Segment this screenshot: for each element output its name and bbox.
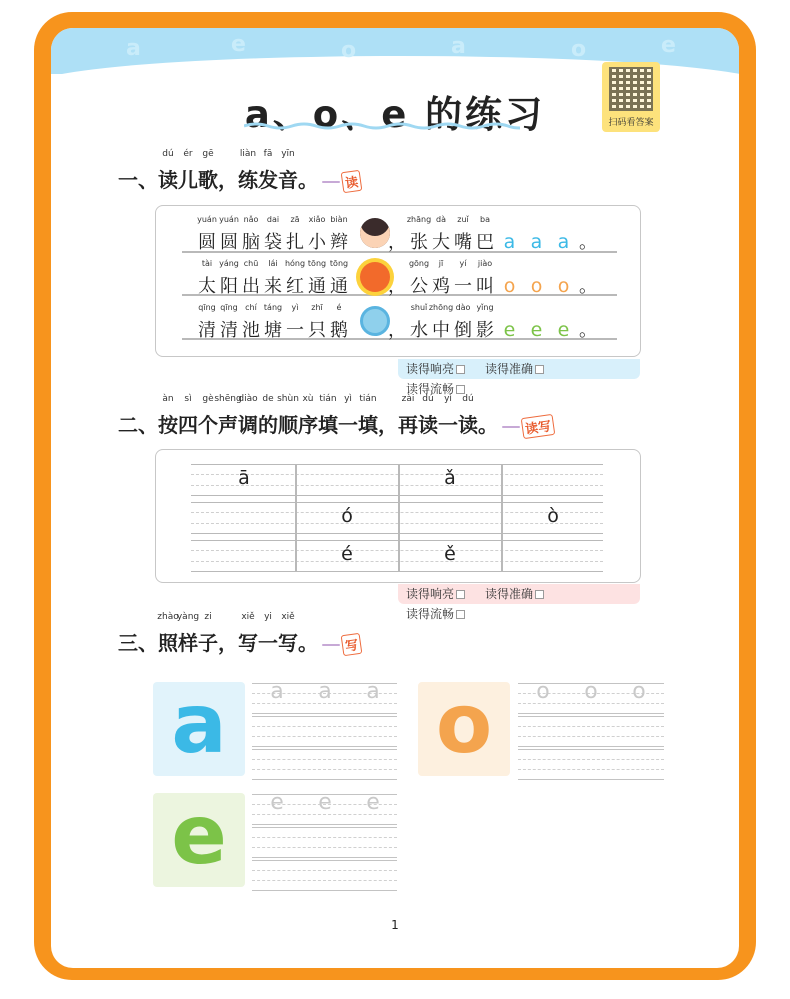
verse-char (196, 303, 218, 342)
writing-line (252, 746, 397, 747)
heading-char (158, 149, 178, 193)
verse-char (240, 215, 262, 254)
rating-label: 读得响亮 (406, 362, 455, 376)
tracing-letter: e (270, 790, 284, 815)
verse-char (430, 259, 452, 298)
heading-char-text: 发 (258, 168, 278, 192)
heading-char (158, 394, 178, 438)
heading-pinyin: yàng (176, 612, 200, 622)
heading-char-text: 样 (178, 631, 198, 655)
heading-char: ， (378, 413, 398, 437)
verse-char (452, 259, 474, 298)
heading-char-text: 写 (238, 631, 258, 655)
verse-char-text: 太 (198, 276, 216, 297)
verse-char-text: 巴 (476, 232, 494, 253)
heading-char-text: 序 (298, 413, 318, 437)
heading-char-text: 儿 (178, 168, 198, 192)
heading-pinyin: dú (422, 394, 434, 404)
section1-heading (118, 149, 361, 193)
verse-pinyin: tōng (307, 259, 327, 268)
heading-pinyin: yì (344, 394, 352, 404)
verse-pinyin: xiǎo (308, 215, 326, 224)
tag-squiggle (502, 426, 520, 428)
verse-line (196, 215, 599, 253)
heading-char-text: 歌 (198, 168, 218, 192)
verse-pinyin: zā (290, 215, 300, 224)
heading-char (198, 149, 218, 193)
heading-pinyin: tián (359, 394, 377, 404)
heading-char-text: 读 (458, 413, 478, 437)
verse-char-text: 倒 (454, 320, 472, 341)
verse-char-text: 清 (198, 320, 216, 341)
verse-char-text: 圆 (220, 232, 238, 253)
heading-char-text: 声 (218, 413, 238, 437)
heading-char: 。 (298, 631, 318, 655)
verse-char-text: 嘴 (454, 232, 472, 253)
verse-char (408, 259, 430, 298)
heading-char (198, 612, 218, 656)
verse-char-text: 塘 (264, 320, 282, 341)
heading-char (178, 394, 198, 438)
heading-char (318, 394, 338, 438)
rating-checkbox[interactable] (535, 590, 544, 599)
heading-pinyin: xiě (281, 612, 295, 622)
rating-label: 读得流畅 (406, 607, 455, 621)
vowel-letter: a (530, 231, 543, 253)
heading-pinyin: liàn (239, 149, 257, 159)
heading-char-text: 按 (158, 413, 178, 437)
writing-line (518, 746, 664, 747)
verse-char (262, 215, 284, 254)
rating-label: 读得准确 (485, 362, 534, 376)
verse-line (196, 303, 599, 341)
heading-pinyin: àn (162, 394, 174, 404)
title-underline-wave (244, 122, 520, 130)
heading-char (178, 149, 198, 193)
verse-char (284, 303, 306, 342)
tone-answer-cell[interactable] (400, 503, 500, 533)
rating-item[interactable] (406, 604, 475, 624)
heading-char (258, 612, 278, 656)
verse-char-text: 袋 (264, 232, 282, 253)
heading-char (198, 394, 218, 438)
verse-pinyin: biàn (330, 215, 348, 224)
heading-char (258, 394, 278, 438)
heading-char (258, 149, 278, 193)
section1-rating-bar (398, 359, 640, 396)
verse-pinyin: tōng (329, 259, 349, 268)
grid-solid-line (191, 495, 603, 496)
section2-rating-bar (398, 584, 640, 621)
girl-icon (360, 218, 390, 248)
writing-practice-area[interactable] (252, 716, 397, 746)
rating-label: 读得准确 (485, 587, 534, 601)
heading-char-text: 四 (178, 413, 198, 437)
verse-char (408, 303, 430, 342)
heading-char (338, 394, 358, 438)
heading-pinyin: zhào (157, 612, 179, 622)
heading-char (238, 394, 258, 438)
tone-answer-cell[interactable] (503, 465, 603, 495)
heading-char-text: 调 (238, 413, 258, 437)
verse-char-text: 张 (410, 232, 428, 253)
rating-checkbox[interactable] (456, 610, 465, 619)
heading-char-text: 顺 (278, 413, 298, 437)
heading-pinyin: sì (184, 394, 192, 404)
verse-comma: ， (388, 232, 406, 253)
grid-solid-line (191, 533, 603, 534)
heading-char-text: 练 (238, 168, 258, 192)
writing-line (252, 824, 397, 825)
grid-solid-line (191, 571, 603, 572)
writing-line (252, 713, 397, 714)
tracing-letter: a (366, 679, 380, 704)
rating-label: 读得响亮 (406, 587, 455, 601)
section-number: 三、 (118, 631, 158, 655)
rating-label: 读得流畅 (406, 382, 455, 396)
heading-char (157, 612, 179, 656)
verse-char-text: 水 (410, 320, 428, 341)
heading-char-text: 读 (158, 168, 178, 192)
verse-pinyin: lái (268, 259, 278, 268)
heading-pinyin: de (262, 394, 274, 404)
heading-pinyin: yì (444, 394, 452, 404)
verse-char (240, 259, 262, 298)
verse-char-text: 池 (242, 320, 260, 341)
verse-char (430, 215, 452, 254)
heading-pinyin: shùn (277, 394, 299, 404)
verse-char (262, 259, 284, 298)
heading-char (176, 612, 200, 656)
verse-pinyin: jī (438, 259, 444, 268)
tracing-letter: a (270, 679, 284, 704)
heading-char (358, 394, 378, 438)
verse-period: 。 (579, 232, 597, 253)
verse-char (262, 303, 284, 342)
verse-pinyin: yáng (219, 259, 239, 268)
rating-item[interactable] (406, 584, 475, 604)
vowel-letter: e (530, 319, 543, 341)
verse-char-text: 阳 (220, 276, 238, 297)
verse-char-text: 一 (454, 276, 472, 297)
heading-pinyin: xù (302, 394, 314, 404)
verse-char (474, 303, 496, 342)
heading-char-text: 音 (278, 168, 298, 192)
heading-char (277, 394, 299, 438)
verse-pinyin: zhāng (406, 215, 432, 224)
band-decoration: o (571, 37, 587, 62)
heading-char (238, 149, 258, 193)
verse-comma: ， (388, 276, 406, 297)
writing-line (252, 857, 397, 858)
verse-pinyin: dai (266, 215, 280, 224)
verse-char (474, 259, 496, 298)
writing-practice-area[interactable] (518, 716, 664, 746)
verse-char-text: 鹅 (330, 320, 348, 341)
rating-item[interactable] (485, 584, 554, 604)
writing-practice-area[interactable] (252, 827, 397, 857)
rating-checkbox[interactable] (456, 385, 465, 394)
tone-mark-letter: ě (444, 543, 456, 565)
verse-period: 。 (579, 276, 597, 297)
verse-char-text: 中 (432, 320, 450, 341)
heading-char (214, 394, 242, 438)
verse-char-text: 小 (308, 232, 326, 253)
verse-pinyin: yuán (197, 215, 217, 224)
verse-char-text: 鸡 (432, 276, 450, 297)
verse-pinyin: yì (291, 303, 299, 312)
verse-pinyin: nǎo (243, 215, 259, 224)
tone-mark-letter: ó (341, 505, 353, 527)
heading-char-text: 写 (278, 631, 298, 655)
verse-pinyin: é (336, 303, 342, 312)
verse-line (196, 259, 599, 297)
heading-char-text: 的 (258, 413, 278, 437)
writing-practice-area[interactable] (252, 860, 397, 890)
verse-pinyin: hóng (284, 259, 306, 268)
heading-char-text: 填 (358, 413, 378, 437)
verse-char (406, 215, 432, 254)
rating-checkbox[interactable] (535, 365, 544, 374)
writing-line (518, 779, 664, 780)
heading-char (278, 612, 298, 656)
goose-icon (360, 306, 390, 336)
verse-char (284, 259, 306, 298)
verse-char-text: 辫 (330, 232, 348, 253)
heading-pinyin: dú (462, 394, 474, 404)
verse-char (306, 259, 328, 298)
heading-pinyin: gē (202, 149, 214, 159)
heading-char: 。 (298, 168, 318, 192)
sun-icon (360, 262, 390, 292)
heading-pinyin: zi (204, 612, 212, 622)
tracing-letter: e (318, 790, 332, 815)
rating-checkbox[interactable] (456, 590, 465, 599)
verse-pinyin: tài (201, 259, 213, 268)
heading-char (298, 394, 318, 438)
verse-char-text: 影 (476, 320, 494, 341)
tracing-letter: o (632, 679, 646, 704)
verse-char (452, 215, 474, 254)
verse-pinyin: jiào (477, 259, 493, 268)
verse-pinyin: gōng (408, 259, 430, 268)
letter-card-e (153, 788, 245, 887)
section2-heading (118, 394, 554, 438)
verse-char (474, 215, 496, 254)
verse-char (196, 215, 218, 254)
heading-char (458, 394, 478, 438)
band-decoration: e (231, 32, 246, 57)
verse-pinyin: táng (263, 303, 283, 312)
vowel-letter: o (530, 275, 543, 297)
verse-pinyin: chí (245, 303, 257, 312)
tone-mark-letter: é (341, 543, 353, 565)
heading-char-text: 填 (318, 413, 338, 437)
verse-pinyin: yǐng (476, 303, 494, 312)
verse-pinyin: qīng (220, 303, 238, 312)
verse-char-text: 圆 (198, 232, 216, 253)
activity-tag: 读 (341, 170, 363, 193)
verse-char-text: 通 (330, 276, 348, 297)
verse-pinyin: yí (459, 259, 467, 268)
tracing-letter: o (584, 679, 598, 704)
heading-pinyin: yīn (281, 149, 295, 159)
writing-practice-area[interactable] (518, 749, 664, 779)
section-number: 二、 (118, 413, 158, 437)
verse-char-text: 大 (432, 232, 450, 253)
verse-char (218, 303, 240, 342)
section3-heading (118, 612, 361, 656)
vowel-letter: e (557, 319, 570, 341)
tag-squiggle (322, 181, 340, 183)
verse-char (218, 259, 240, 298)
letter-card-o (418, 677, 510, 776)
heading-pinyin: fā (263, 149, 273, 159)
verse-char (306, 215, 328, 254)
section-number: 一、 (118, 168, 158, 192)
heading-pinyin: shēng (214, 394, 242, 404)
verse-char (428, 303, 454, 342)
tracing-letter: a (318, 679, 332, 704)
tone-answer-cell[interactable] (503, 541, 603, 571)
heading-pinyin: tián (319, 394, 337, 404)
activity-tag: 读写 (521, 414, 556, 439)
heading-char-text: 一 (258, 631, 278, 655)
tone-mark-letter: ò (547, 505, 559, 527)
activity-tag: 写 (341, 633, 363, 656)
verse-char-text: 清 (220, 320, 238, 341)
verse-char-text: 叫 (476, 276, 494, 297)
heading-char (238, 612, 258, 656)
verse-char-text: 只 (308, 320, 326, 341)
page-title: a、o、e 的练习 (244, 93, 546, 136)
verse-char-text: 扎 (286, 232, 304, 253)
verse-char (328, 303, 350, 342)
verse-char-text: 通 (308, 276, 326, 297)
writing-practice-area[interactable] (252, 749, 397, 779)
heading-char-text: 子 (198, 631, 218, 655)
verse-char-text: 出 (242, 276, 260, 297)
heading-pinyin: gè (202, 394, 214, 404)
heading-pinyin: zài (401, 394, 415, 404)
rating-checkbox[interactable] (456, 365, 465, 374)
verse-period: 。 (579, 320, 597, 341)
letter-o-model: o (435, 677, 493, 772)
verse-char (218, 215, 240, 254)
heading-char-text: 照 (158, 631, 178, 655)
verse-char-text: 公 (410, 276, 428, 297)
vowel-letter: e (503, 319, 516, 341)
rating-item[interactable] (485, 359, 554, 379)
heading-pinyin: yi (264, 612, 272, 622)
band-decoration: o (341, 38, 357, 63)
verse-pinyin: qīng (198, 303, 216, 312)
verse-char-text: 来 (264, 276, 282, 297)
tone-mark-letter: ǎ (444, 467, 456, 489)
verse-char (328, 259, 350, 298)
heading-char (438, 394, 458, 438)
verse-comma: ， (388, 320, 406, 341)
verse-char (240, 303, 262, 342)
verse-pinyin: zhī (311, 303, 323, 312)
verse-char-text: 一 (286, 320, 304, 341)
heading-char (398, 394, 418, 438)
verse-char (306, 303, 328, 342)
tag-squiggle (322, 644, 340, 646)
tone-mark-letter: ā (238, 467, 250, 489)
heading-pinyin: dú (162, 149, 174, 159)
letter-e-model: e (171, 788, 227, 883)
qr-label: 扫码看答案 (608, 118, 654, 128)
vowel-letter: a (557, 231, 570, 253)
band-decoration: e (661, 33, 676, 58)
heading-char-text: 个 (198, 413, 218, 437)
tone-answer-cell[interactable] (192, 503, 292, 533)
heading-char: ， (218, 168, 238, 192)
letter-a-model: a (171, 677, 227, 772)
writing-line (518, 713, 664, 714)
verse-char (328, 215, 350, 254)
heading-char (418, 394, 438, 438)
heading-char-text: 一 (438, 413, 458, 437)
heading-char: 。 (478, 413, 498, 437)
tracing-letter: e (366, 790, 380, 815)
heading-char-text: 再 (398, 413, 418, 437)
vowel-letter: o (557, 275, 570, 297)
tracing-letter: o (536, 679, 550, 704)
verse-pinyin: zhōng (428, 303, 454, 312)
heading-pinyin: xiě (241, 612, 255, 622)
band-decoration: a (451, 34, 466, 59)
verse-pinyin: yuán (219, 215, 239, 224)
band-decoration: a (126, 36, 141, 61)
verse-char (196, 259, 218, 298)
verse-pinyin: dà (436, 215, 446, 224)
vowel-letter: a (503, 231, 516, 253)
heading-pinyin: diào (238, 394, 258, 404)
verse-pinyin: zuǐ (457, 215, 469, 224)
verse-pinyin: ba (480, 215, 490, 224)
verse-char-text: 脑 (242, 232, 260, 253)
writing-line (252, 890, 397, 891)
verse-pinyin: shuǐ (410, 303, 428, 312)
tone-answer-cell[interactable] (192, 541, 292, 571)
page-number: 1 (391, 918, 399, 932)
verse-char (452, 303, 474, 342)
heading-char (278, 149, 298, 193)
verse-char (284, 215, 306, 254)
verse-char-text: 红 (286, 276, 304, 297)
verse-pinyin: chū (243, 259, 259, 268)
letter-card-a (153, 677, 245, 776)
rating-item[interactable] (406, 359, 475, 379)
tone-answer-cell[interactable] (297, 465, 397, 495)
heading-char-text: 一 (338, 413, 358, 437)
heading-pinyin: ér (183, 149, 193, 159)
writing-line (252, 779, 397, 780)
heading-char: ， (218, 631, 238, 655)
vowel-letter: o (503, 275, 516, 297)
verse-pinyin: dào (455, 303, 471, 312)
heading-char-text: 读 (418, 413, 438, 437)
